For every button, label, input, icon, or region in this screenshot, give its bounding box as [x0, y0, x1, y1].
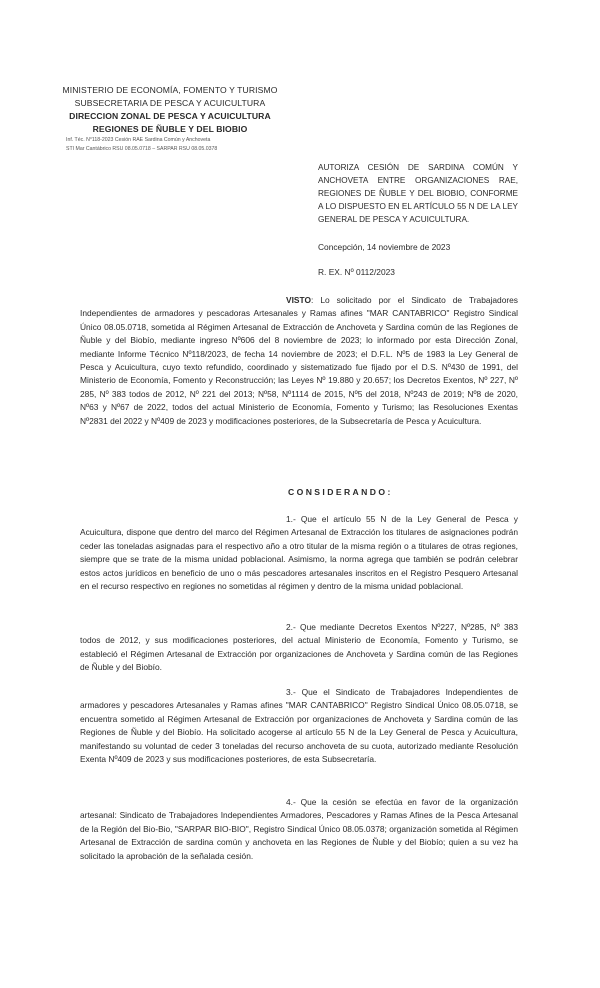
visto-paragraph — [80, 294, 518, 428]
visto-label: VISTO — [286, 295, 311, 305]
reference-line-1: Inf. Téc. N°118-2023 Cesión RAE Sardina Común y Anchoveta — [66, 137, 211, 143]
regions-line: REGIONES DE ÑUBLE Y DEL BIOBIO — [92, 124, 248, 134]
resolution-subject: AUTORIZA CESIÓN DE SARDINA COMÚN Y ANCHOVETA ENTRE ORGANIZACIONES RAE, REGIONES DE ÑUBLE Y DEL BIOBIO, CONFORME A LO DISPUESTO EN EL ARTÍCULO 55 N DE LA LEY GENERAL DE PESCA Y ACUICULTURA. — [318, 163, 518, 224]
considerando-heading: CONSIDERANDO: — [288, 487, 393, 497]
place-date: Concepción, 14 noviembre de 2023 — [318, 242, 451, 252]
zonal-direction-line: DIRECCION ZONAL DE PESCA Y ACUICULTURA — [69, 111, 271, 121]
ministry-line: MINISTERIO DE ECONOMÍA, FOMENTO Y TURISMO — [62, 85, 278, 95]
subsecretary-line: SUBSECRETARIA DE PESCA Y ACUICULTURA — [74, 98, 266, 108]
resolution-number: R. EX. Nº 0112/2023 — [318, 267, 395, 277]
reference-line-2: STI Mar Cantábrico RSU 08.05.0718 – SARPAR RSU 08.05.0378 — [66, 146, 218, 152]
considerando-item-4: 4.- Que la cesión se efectúa en favor de la organización artesanal: Sindicato de Trabajadores Independientes Armadores, Pescadores y Ramas Afines de la Pesca Artesanal de la Región del Bio-Bio, "SARPAR BIO-BIO", Registro Sindical Único 08.05.0378; organización sometida al Régimen Artesanal de Extracción de sardina común y anchoveta en las Regiones de Ñuble y del Biobío; quien a su vez ha solicitado la aprobación de la señalada cesión. — [80, 797, 518, 861]
considerando-item-1: 1.- Que el artículo 55 N de la Ley General de Pesca y Acuicultura, dispone que dentro del marco del Régimen Artesanal de Extracción los titulares de asignaciones podrán ceder las toneladas asignadas para el respectivo año a otro titular de la misma región o a titulares de otras regiones, siempre que se trate de la misma unidad poblacional. Asimismo, la norma agrega que también se podrán celebrar estos actos jurídicos en beneficio de uno o más pescadores artesanales inscritos en el Registro Pesquero Artesanal en el recurso respectivo en regiones no sometidas al régimen y dentro de la misma unidad poblacional. — [80, 514, 518, 592]
considerando-item-2: 2.- Que mediante Decretos Exentos Nº227, Nº285, Nº 383 todos de 2012, y sus modificaciones posteriores, del actual Ministerio de Economía, Fomento y Turismo, se estableció el Régimen Artesanal de Extracción por organizaciones de Anchoveta y Sardina común de las Regiones de Ñuble y del Biobío. — [80, 622, 518, 673]
visto-text: : Lo solicitado por el Sindicato de Trabajadores Independientes de armadores y pescadoras Artesanales y Ramas afines "MAR CANTABRICO" Registro Sindical Único 08.05.0718, sometida al Régimen Artesanal de Extracción de Anchoveta y Sardina común de las Regiones de Ñuble y del Biobío, mediante ingreso Nº606 del 8 noviembre de 2023; lo informado por esta Dirección Zonal, mediante Informe Técnico Nº118/2023, de fecha 14 noviembre de 2023; el D.F.L. Nº5 de 1983 la Ley General de Pesca y Acuicultura, cuyo texto refundido, coordinado y sistematizado fue fijado por el D.S. Nº430 de 1991, del Ministerio de Economía, Fomento y Reconstrucción; las Leyes Nº 19.880 y 20.657; los Decretos Exentos, Nº 227, Nº 285, Nº 383 todos de 2012, Nº 221 del 2013; Nº58, Nº1114 de 2015, Nº5 del 2018, Nº243 de 2019; Nº8 de 2020, Nº63 y Nº67 de 2022, todos del actual Ministerio de Economía, Fomento y Turismo; las Resoluciones Exentas Nº2831 del 2022 y Nº409 de 2023 y modificaciones posteriores, de la Subsecretaría de Pesca y Acuicultura. — [80, 295, 518, 426]
considerando-item-3: 3.- Que el Sindicato de Trabajadores Independientes de armadores y pescadores Artesanales y Ramas afines "MAR CANTABRICO" Registro Sindical Único 08.05.0718, se encuentra sometido al Régimen Artesanal de Extracción por organizaciones de Anchoveta y Sardina común de las Regiones de Ñuble y del Biobío. Ha solicitado acogerse al artículo 55 N de la Ley General de Pesca y Acuicultura, manifestando su voluntad de ceder 3 toneladas del recurso anchoveta de su cuota, autorizado mediante Resolución Exenta Nº409 de 2023 y sus modificaciones posteriores, de esta Subsecretaría. — [80, 687, 518, 765]
